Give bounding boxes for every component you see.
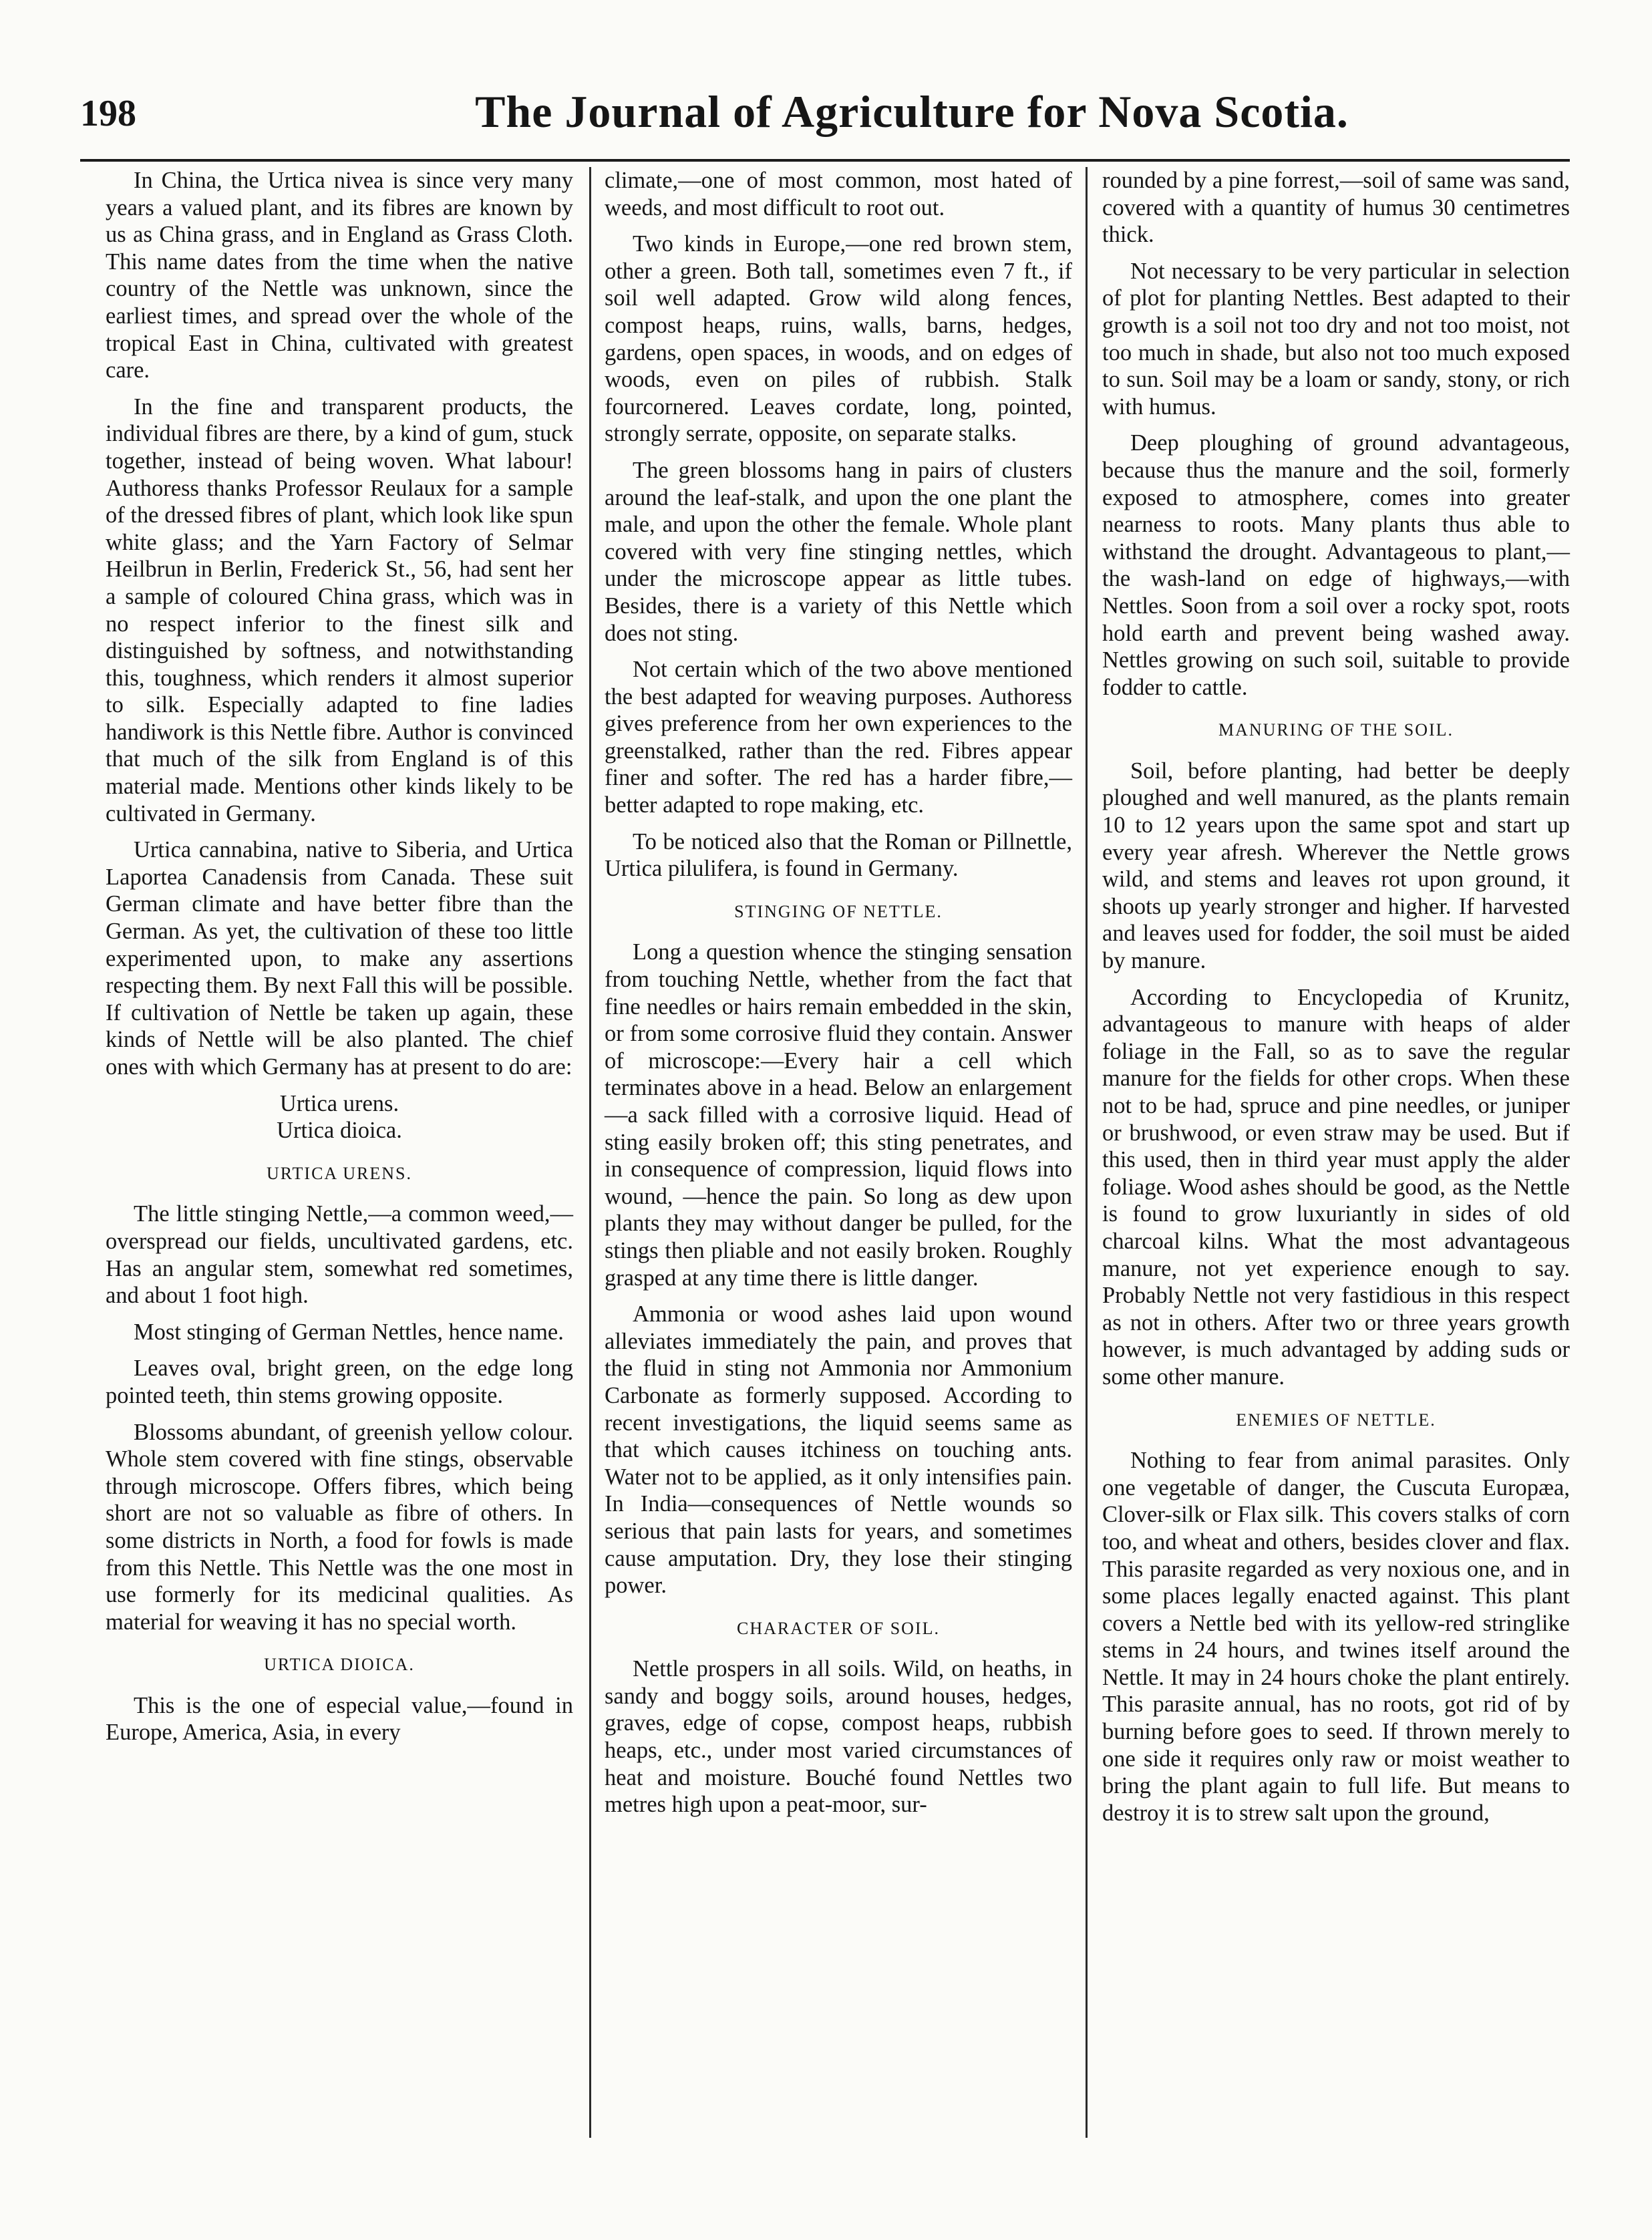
paragraph: To be noticed also that the Roman or Pillnettle, Urtica pilulifera, is found in Germany. xyxy=(605,828,1072,882)
section-heading: STINGING OF NETTLE. xyxy=(734,901,943,921)
column-divider xyxy=(1086,167,1088,2138)
journal-title: The Journal of Agriculture for Nova Scotia. xyxy=(475,86,1349,137)
paragraph: Deep ploughing of ground advantageous, because thus the manure and the soil, formerly exposed to atmosphere, comes into greater nearness to roots. Many plants thus able to withstand the drought. Advantageous to plant,—the wash-land on edge of highways,—with Nettles. Soon from a soil over a rocky spot, roots hold earth and prevent being washed away. Nettles growing on such soil, suitable to provide fodder to cattle. xyxy=(1102,430,1570,700)
paragraph: Ammonia or wood ashes laid upon wound alleviates immediately the pain, and proves that the fluid in sting not Ammonia nor Ammonium Carbonate as formerly supposed. According to recent investigations, the liquid seems same as that which causes itchiness on touching ants. Water not to be applied, as it only intensifies pain. In India—consequences of Nettle wounds so serious that pain lasts for years, and sometimes cause amputation. Dry, they lose their stinging power. xyxy=(605,1301,1072,1599)
page-header xyxy=(80,80,1570,154)
paragraph: In the fine and transparent products, the individual fibres are there, by a kind of gum, stuck together, instead of being woven. What labour! Authoress thanks Professor Reulaux for a sample of the dressed fibres of plant, which look like spun white glass; and the Yarn Factory of Selmar Heilbrun in Berlin, Frederick St., 56, had sent her a sample of coloured China grass, which was in no respect inferior to the finest silk and distinguished by softness, and notwithstanding this, toughness, which renders it almost superior to silk. Especially adapted to fine ladies handiwork is this Nettle fibre. Author is convinced that much of the silk from England is of this material made. Mentions other kinds likely to be cultivated in Germany. xyxy=(106,393,573,826)
species-item: Urtica dioica. xyxy=(277,1118,402,1144)
paragraph: Blossoms abundant, of greenish yellow colour. Whole stem covered with fine stings, observable through microscope. Offers fibres, which being short are not so valuable as fibre of others. In some districts in North, a food for fowls is made from this Nettle. This Nettle was the one most in use formerly for its medicinal qualities. As material for weaving it has no special worth. xyxy=(106,1419,573,1635)
species-item: Urtica urens. xyxy=(279,1090,399,1116)
column-1 xyxy=(106,167,573,1756)
paragraph: Long a question whence the stinging sensation from touching Nettle, whether from the fact that fine needles or hairs remain embedded in the skin, or from some corrosive fluid they contain. Answer of microscope:—Every hair a cell which terminates above in a head. Below an enlargement—a sack filled with a corrosive liquid. Head of sting easily broken off; this sting penetrates, and in consequence of compression, liquid flows into wound, —hence the pain. So long as dew upon plants they may without danger be pulled, for the stings then pliable and not easily broken. Roughly grasped at any time there is little danger. xyxy=(605,939,1072,1291)
column-divider xyxy=(589,167,591,2138)
paragraph: Nothing to fear from animal parasites. Only one vegetable of danger, the Cuscuta Europæa, Clover-silk or Flax silk. This covers stalks of corn too, and wheat and others, besides clover and flax. This parasite regarded as very noxious one, and in some places legally enacted against. This plant covers a Nettle bed with its yellow-red stringlike stems in 24 hours, and twines itself around the Nettle. It may in 24 hours choke the plant entirely. This parasite annual, has no roots, got rid of by burning before goes to seed. If thrown merely to one side it requires only raw or moist weather to bring the plant again to full life. But means to destroy it is to strew salt upon the ground, xyxy=(1102,1448,1570,1826)
section-heading: CHARACTER OF SOIL. xyxy=(737,1618,940,1638)
paragraph: According to Encyclopedia of Krunitz, advantageous to manure with heaps of alder foliage in the Fall, so as to save the regular manure for the fields for other crops. When these not to be had, spruce and pine needles, or juniper or brushwood, or even straw may be used. But if this used, then in third year must apply the alder foliage. Wood ashes should be good, as the Nettle is found to grow luxuriantly in sides of old charcoal kilns. What the most advantageous manure, not yet experience enough to say. Probably Nettle not very fastidious in this respect as not in others. After two or three years growth however, is much advantaged by adding suds or some other manure. xyxy=(1102,984,1570,1390)
header-rule xyxy=(80,159,1570,162)
paragraph: climate,—one of most common, most hated of weeds, and most difficult to root out. xyxy=(605,168,1072,220)
paragraph: Not certain which of the two above mentioned the best adapted for weaving purposes. Authoress gives preference from her own experiences to the greenstalked, rather than the red. Fibres appear finer and softer. The red has a harder fibre,—better adapted to rope making, etc. xyxy=(605,657,1072,818)
section-heading: URTICA URENS. xyxy=(266,1163,413,1183)
paragraph: In China, the Urtica nivea is since very many years a valued plant, and its fibres are known by us as China grass, and in England as Grass Cloth. This name dates from the time when the native country of the Nettle was unknown, since the earliest times, and spread over the whole of the tropical East in China, cultivated with greatest care. xyxy=(106,168,573,383)
paragraph: Most stinging of German Nettles, hence name. xyxy=(134,1319,564,1345)
column-3 xyxy=(1102,167,1570,1836)
paragraph: Not necessary to be very particular in selection of plot for planting Nettles. Best adapted to their growth is a soil not too dry and not too moist, not too much in shade, but also not too much exposed to sun. Soil may be a loam or sandy, stony, or rich with humus. xyxy=(1102,258,1570,420)
paragraph: Soil, before planting, had better be deeply ploughed and well manured, as the plants remain 10 to 12 years upon the same spot and start up every year afresh. Wherever the Nettle grows wild, and stems and leaves rot upon ground, it shoots up yearly stronger and higher. If harvested and leaves used for fodder, the soil must be aided by manure. xyxy=(1102,758,1570,974)
species-list xyxy=(106,1090,573,1144)
paragraph: Nettle prospers in all soils. Wild, on heaths, in sandy and boggy soils, around houses, hedges, graves, edge of copse, compost heaps, rubbish heaps, etc., under most varied circumstances of heat and moisture. Bouché found Nettles two metres high upon a peat-moor, sur- xyxy=(605,1656,1072,1818)
paragraph: Two kinds in Europe,—one red brown stem, other a green. Both tall, sometimes even 7 ft., if soil well adapted. Grow wild along fences, compost heaps, ruins, walls, barns, hedges, gardens, open spaces, in woods, and on edges of woods, even on piles of rubbish. Stalk fourcornered. Leaves cordate, long, pointed, strongly serrate, opposite, on separate stalks. xyxy=(605,231,1072,447)
section-heading: ENEMIES OF NETTLE. xyxy=(1236,1410,1436,1430)
paragraph: rounded by a pine forrest,—soil of same was sand, covered with a quantity of humus 30 centimetres thick. xyxy=(1102,168,1570,248)
paragraph: Urtica cannabina, native to Siberia, and Urtica Laportea Canadensis from Canada. These suit German climate and have better fibre than the German. As yet, the cultivation of these too little experimented upon, to make any assertions respecting them. By next Fall this will be possible. If cultivation of Nettle be taken up again, these kinds of Nettle will be also planted. The chief ones with which Germany has at present to do are: xyxy=(106,837,573,1080)
paragraph: This is the one of especial value,—found in Europe, America, Asia, in every xyxy=(106,1692,573,1746)
page-number: 198 xyxy=(80,93,136,134)
paragraph: The little stinging Nettle,—a common weed,—overspread our fields, uncultivated gardens, etc. Has an angular stem, somewhat red sometimes, and about 1 foot high. xyxy=(106,1201,573,1309)
section-heading: MANURING OF THE SOIL. xyxy=(1218,720,1454,740)
column-2 xyxy=(605,167,1072,1828)
paragraph: Leaves oval, bright green, on the edge long pointed teeth, thin stems growing opposite. xyxy=(106,1355,573,1408)
section-heading: URTICA DIOICA. xyxy=(264,1655,415,1675)
paragraph: The green blossoms hang in pairs of clusters around the leaf-stalk, and upon the one plant the male, and upon the other the female. Whole plant covered with very fine stinging nettles, which under the microscope appear as little tubes. Besides, there is a variety of this Nettle which does not sting. xyxy=(605,457,1072,646)
